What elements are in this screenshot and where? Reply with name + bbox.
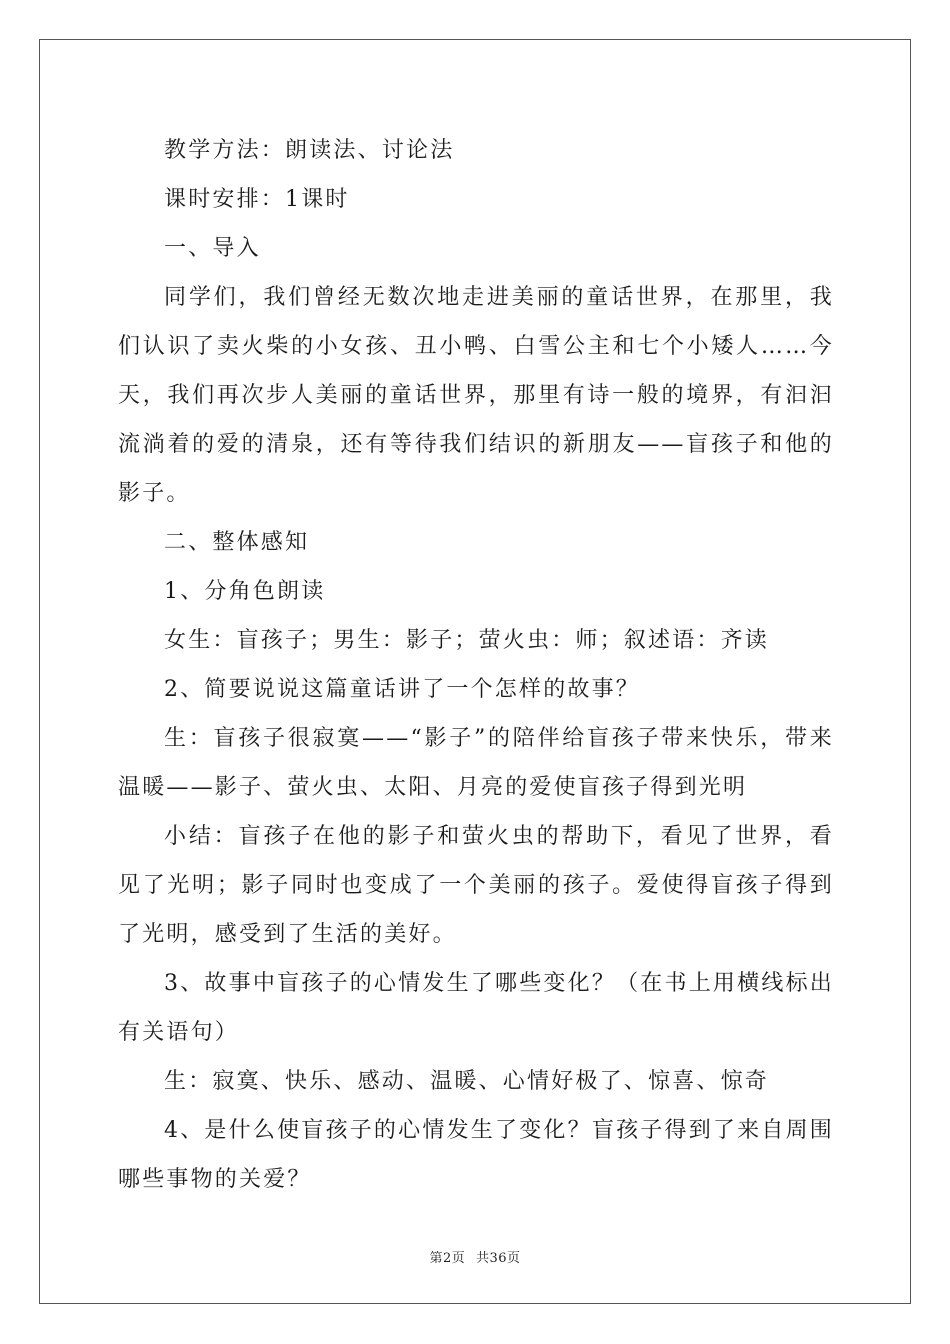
page-footer	[0, 1247, 950, 1266]
heading-introduction: 一、导入	[164, 236, 261, 261]
list-item-story-summary-question: 2、简要说说这篇童话讲了一个怎样的故事？	[164, 677, 640, 702]
paragraph-role-assignment: 女生：盲孩子；男生：影子；萤火虫：师；叙述语：齐读	[164, 628, 770, 653]
document-body	[118, 126, 834, 1204]
heading-overall-perception: 二、整体感知	[164, 530, 310, 555]
total-pages-label: 共36页	[475, 1251, 521, 1266]
paragraph-summary: 小结：盲孩子在他的影子和萤火虫的帮助下，看见了世界，看见了光明；影子同时也变成了一个美丽的孩子。爱使得盲孩子得到了光明，感受到了生活的美好。	[118, 824, 834, 947]
paragraph-class-hours: 课时安排：1课时	[164, 187, 350, 212]
paragraph-introduction-text: 同学们，我们曾经无数次地走进美丽的童话世界，在那里，我们认识了卖火柴的小女孩、丑小鸭、白雪公主和七个小矮人……今天，我们再次步人美丽的童话世界，那里有诗一般的境界，有汩汩流淌着的爱的清泉，还有等待我们结识的新朋友——盲孩子和他的影子。	[118, 285, 834, 506]
paragraph-student-answer-moods: 生：寂寞、快乐、感动、温暖、心情好极了、惊喜、惊奇	[164, 1069, 770, 1094]
page-number-label: 第2页	[429, 1251, 466, 1266]
list-item-cause-question: 4、是什么使盲孩子的心情发生了变化？盲孩子得到了来自周围哪些事物的关爱？	[118, 1118, 834, 1192]
list-item-role-reading: 1、分角色朗读	[164, 579, 326, 604]
list-item-mood-change-question: 3、故事中盲孩子的心情发生了哪些变化？（在书上用横线标出有关语句）	[118, 971, 834, 1045]
paragraph-teaching-method: 教学方法：朗读法、讨论法	[164, 138, 455, 163]
paragraph-student-answer-story: 生：盲孩子很寂寞——“影子”的陪伴给盲孩子带来快乐，带来温暖——影子、萤火虫、太阳、月亮的爱使盲孩子得到光明	[118, 726, 834, 800]
